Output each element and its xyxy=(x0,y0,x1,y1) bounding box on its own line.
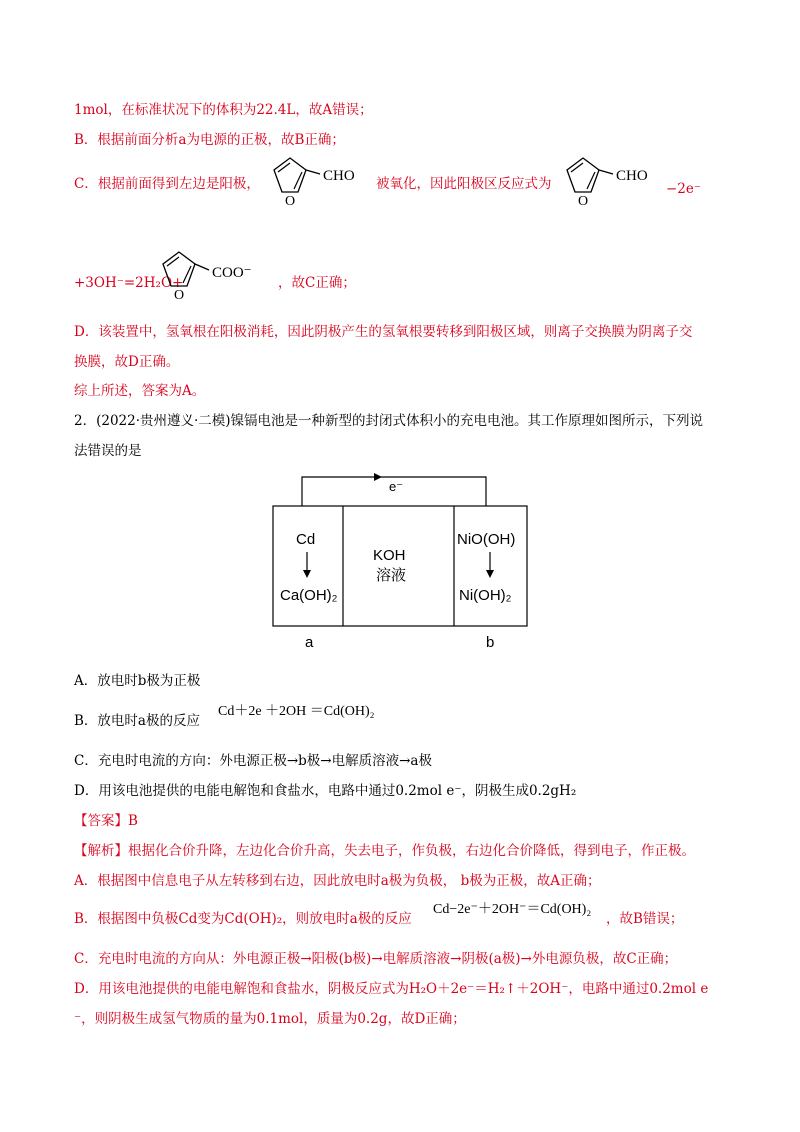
answer: 【答案】B xyxy=(74,813,138,829)
electrolyte-label: 溶液 xyxy=(376,567,407,584)
explanation-d-cont: ⁻，则阴极生成氢气物质的量为0.1mol，质量为0.2g，故D正确； xyxy=(74,1011,466,1027)
option-b: B．放电时a极的反应 xyxy=(74,713,200,729)
option-a: A．放电时b极为正极 xyxy=(74,673,201,689)
cho-label: CHO xyxy=(323,168,355,184)
text-line: ，故C正确； xyxy=(278,275,356,291)
text-line: C．根据前面得到左边是阳极， xyxy=(74,176,260,192)
right-product: Ni(OH)₂ xyxy=(459,587,512,604)
text-line: −2e⁻ xyxy=(666,181,702,197)
explanation-b-end: ，故B错误； xyxy=(606,911,684,927)
explanation-a: A．根据图中信息电子从左转移到右边，因此放电时a极为负极， b极为正极，故A正确； xyxy=(74,873,601,889)
coo-label: COO⁻ xyxy=(212,265,252,281)
text-line: 综上所述，答案为A。 xyxy=(74,383,206,399)
text-line: 1mol，在标准状况下的体积为22.4L，故A错误； xyxy=(74,102,373,118)
battery-diagram xyxy=(272,472,528,652)
furfural-structure xyxy=(561,152,665,208)
electrode-b-label: b xyxy=(486,634,495,651)
left-reactant: Cd xyxy=(296,531,316,548)
ring-oxygen-label: O xyxy=(174,288,185,302)
option-c: C．充电时电流的方向：外电源正极→b极→电解质溶液→a极 xyxy=(74,753,432,769)
text-line: 被氧化，因此阳极区反应式为 xyxy=(376,176,552,192)
ring-oxygen-label: O xyxy=(285,194,296,208)
furfural-structure xyxy=(268,152,372,208)
electron-label: e⁻ xyxy=(389,479,404,494)
electrode-a-label: a xyxy=(305,634,314,651)
ring-oxygen-label: O xyxy=(578,194,589,208)
option-d: D．用该电池提供的电能电解饱和食盐水，电路中通过0.2mol e⁻，阴极生成0.2gH₂ xyxy=(74,783,577,799)
analysis: 【解析】根据化合价升降，左边化合价升高，失去电子，作负极，右边化合价降低，得到电子，作正极。 xyxy=(74,843,695,859)
cho-label: CHO xyxy=(616,168,648,184)
text-line: D．该装置中，氢氧根在阳极消耗，因此阴极产生的氢氧根要转移到阳极区域，则离子交换膜为阴离子交 xyxy=(74,324,693,340)
electrolyte-formula: KOH xyxy=(373,547,406,564)
question-stem: 2．(2022·贵州遵义·二模)镍镉电池是一种新型的封闭式体积小的充电电池。其工作原理如图所示，下列说 xyxy=(74,413,704,429)
right-reactant: NiO(OH) xyxy=(457,531,516,548)
left-product: Ca(OH)₂ xyxy=(280,587,338,604)
text-line: 换膜，故D正确。 xyxy=(74,354,180,370)
explanation-b-equation: Cd−2e⁻＋2OH⁻＝Cd(OH)₂ xyxy=(433,902,592,917)
text-line: +3OH⁻=2H₂O+ xyxy=(74,275,184,291)
explanation-b: B．根据图中负极Cd变为Cd(OH)₂，则放电时a极的反应 xyxy=(74,911,412,927)
text-line: B．根据前面分析a为电源的正极，故B正确； xyxy=(74,132,345,148)
explanation-d: D．用该电池提供的电能电解饱和食盐水，阴极反应式为H₂O＋2e⁻＝H₂↑＋2OH⁻，电路中通过0.2mol e xyxy=(74,981,709,997)
question-stem: 法错误的是 xyxy=(74,443,142,459)
explanation-c: C．充电时电流的方向从：外电源正极→阳极(b极)→电解质溶液→阴极(a极)→外电源负极，故C正确； xyxy=(74,951,678,967)
furoate-structure xyxy=(157,246,277,302)
option-b-equation: Cd＋2e ＋2OH ＝Cd(OH)₂ xyxy=(218,704,375,719)
